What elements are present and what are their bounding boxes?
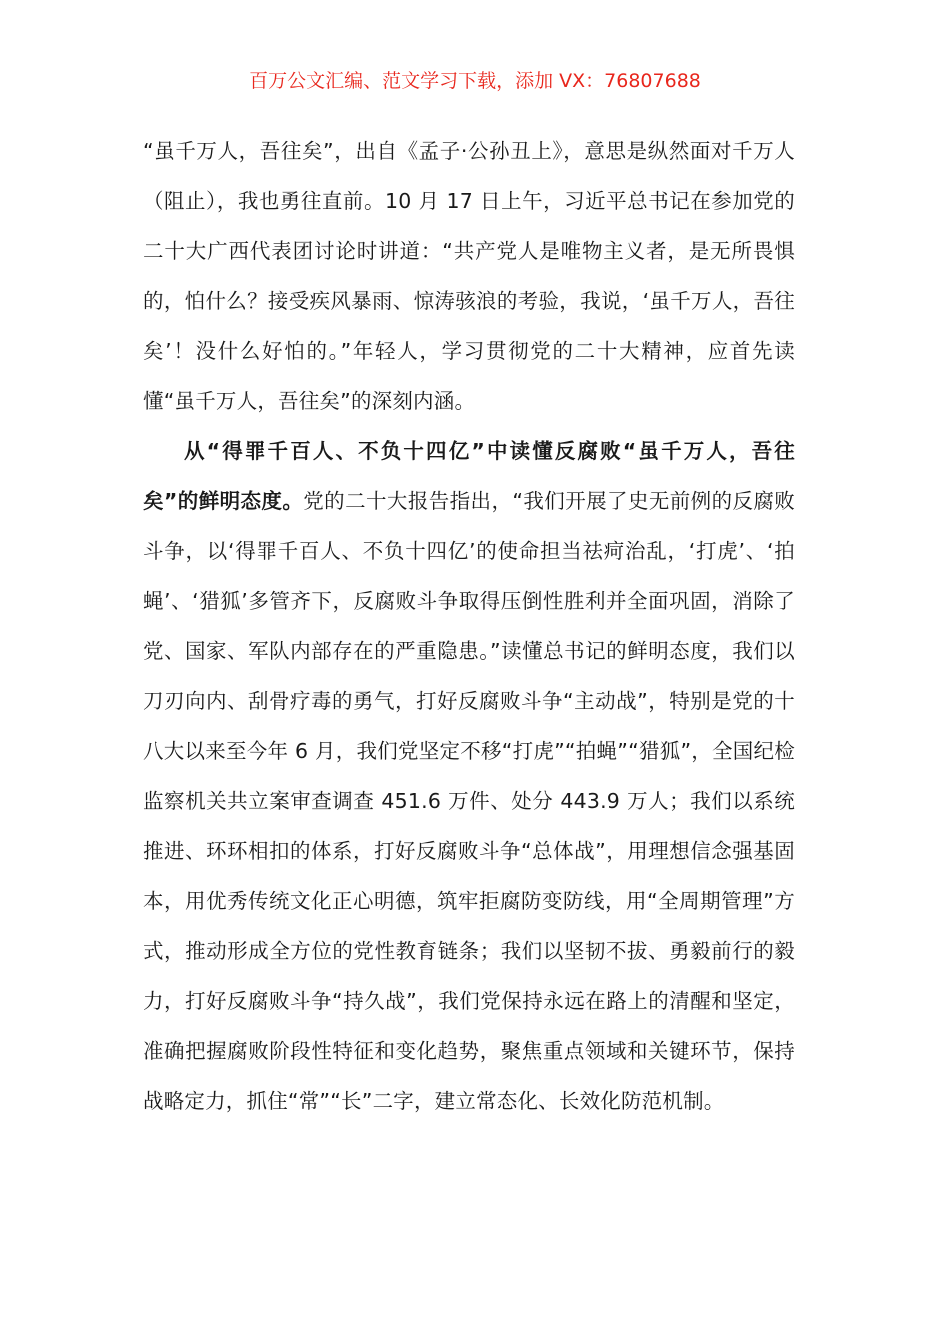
- paragraph-lead-heading: 从“得罪千百人、不负十四亿”中读懂反腐败“虽千万人，吾往矣”的鲜明态度。: [143, 439, 795, 513]
- paragraph-body-text: 党的二十大报告指出，“我们开展了史无前例的反腐败斗争，以‘得罪千百人、不负十四亿’的使命担当祛疴治乱，‘打虎’、‘拍蝇’、‘猎狐’多管齐下，反腐败斗争取得压倒性胜利并全面巩固，消除了党、国家、军队内部存在的严重隐患。”读懂总书记的鲜明态度，我们以刀刃向内、刮骨疗毒的勇气，打好反腐败斗争“主动战”，特别是党的十八大以来至今年 6 月，我们党坚定不移“打虎”“拍蝇”“猎狐”，全国纪检监察机关共立案审查调查 451.6 万件、处分 443.9 万人；我们以系统推进、环环相扣的体系，打好反腐败斗争“总体战”，用理想信念强基固本，用优秀传统文化正心明德，筑牢拒腐防变防线，用“全周期管理”方式，推动形成全方位的党性教育链条；我们以坚韧不拔、勇毅前行的毅力，打好反腐败斗争“持久战”，我们党保持永远在路上的清醒和坚定，准确把握腐败阶段性特征和变化趋势，聚焦重点领域和关键环节，保持战略定力，抓住“常”“长”二字，建立常态化、长效化防范机制。: [143, 489, 796, 1113]
- paragraph-intro: “虽千万人，吾往矣”，出自《孟子·公孙丑上》，意思是纵然面对千万人（阻止），我也勇往直前。10 月 17 日上午，习近平总书记在参加党的二十大广西代表团讨论时讲道：“共产党人是唯物主义者，是无所畏惧的，怕什么？接受疾风暴雨、惊涛骇浪的考验，我说，‘虽千万人，吾往矣’！没什么好怕的。”年轻人，学习贯彻党的二十大精神，应首先读懂“虽千万人，吾往矣”的深刻内涵。: [143, 139, 795, 413]
- paragraph-anticorruption: [143, 426, 795, 1126]
- document-body: [143, 126, 795, 1126]
- page-header-ad: 百万公文汇编、范文学习下载，添加 VX：76807688: [249, 70, 701, 92]
